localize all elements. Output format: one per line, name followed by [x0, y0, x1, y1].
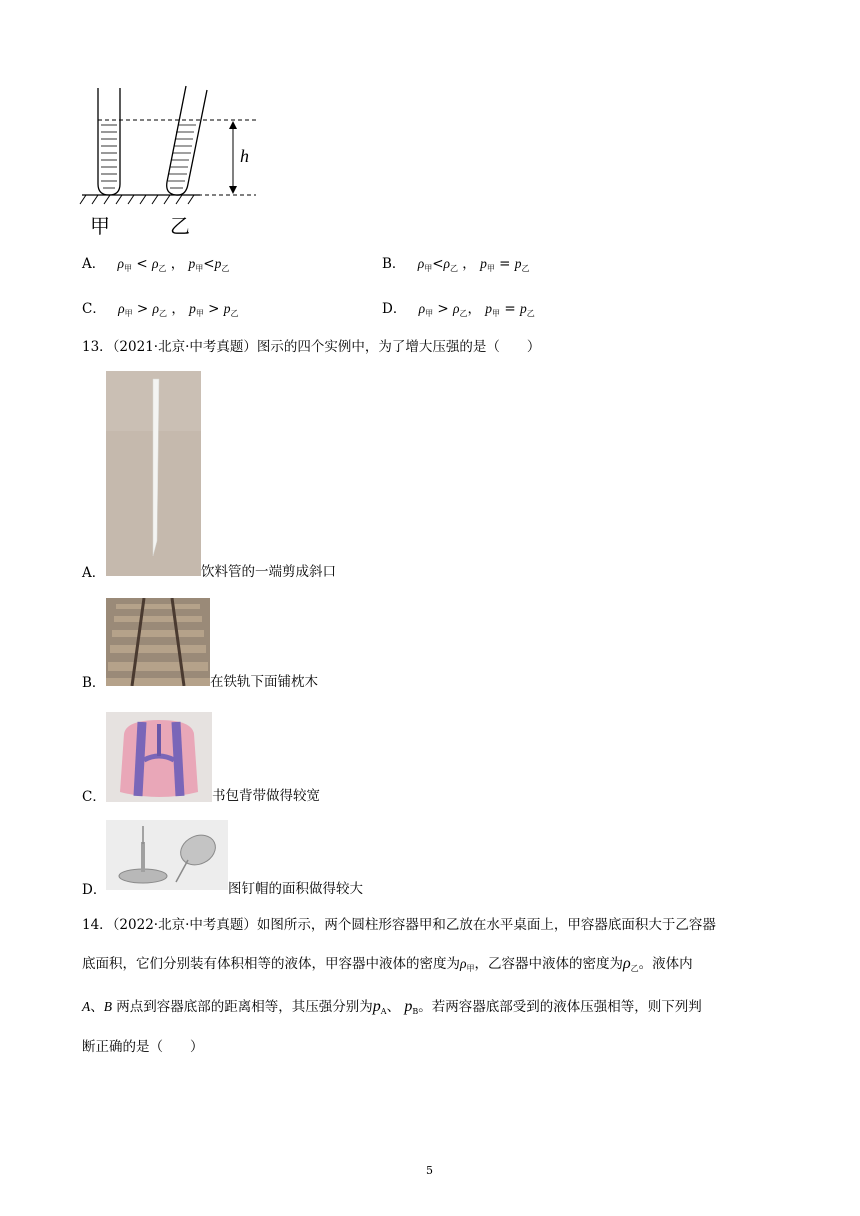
q13-stem: 13．（2021·北京·中考真题）图示的四个实例中，为了增大压强的是（ ）	[82, 339, 541, 355]
straw-photo	[106, 371, 201, 576]
q14-line-1: 14．（2022·北京·中考真题）如图所示，两个圆柱形容器甲和乙放在水平桌面上，甲容器底面积大于乙容器	[82, 917, 716, 933]
q13-option-b-text[interactable]: 在铁轨下面铺枕木	[210, 674, 318, 690]
q13-option-a-letter: A．	[82, 565, 106, 581]
railway-photo	[106, 598, 210, 686]
q13-option-d-text[interactable]: 图钉帽的面积做得较大	[228, 881, 363, 897]
q13-option-a-text[interactable]: 饮料管的一端剪成斜口	[201, 564, 336, 580]
q14-line-4: 断正确的是（ ）	[82, 1039, 204, 1055]
page-number: 5	[426, 1164, 433, 1177]
q12-option-a[interactable]: A． $\rho_甲 < \rho_乙$ ， $p_甲<p_乙$	[82, 256, 230, 273]
q14-line-2: 底面积，它们分别装有体积相等的液体，甲容器中液体的密度为$\rho_甲$，乙容器中液体的密度为$\rho_乙$。液体内	[82, 955, 693, 973]
q13-option-c-letter: C．	[82, 789, 106, 805]
q12-option-b[interactable]: B． $\rho_甲<\rho_乙$ ， $p_甲 = p_乙$	[382, 256, 530, 273]
tube-label-yi: 乙	[170, 214, 190, 238]
height-label-h: h	[240, 146, 249, 166]
backpack-photo	[106, 712, 212, 802]
q12-option-d[interactable]: D． $\rho_甲 > \rho_乙$， $p_甲 = p_乙$	[382, 301, 535, 318]
tube-label-jia: 甲	[90, 214, 110, 238]
q14-line-3: A、B 两点到容器底部的距离相等，其压强分别为$p_A$、 $p_B$。若两容器底部受到的液体压强相等，则下列判	[82, 998, 702, 1016]
q13-option-c-text[interactable]: 书包背带做得较宽	[212, 788, 320, 804]
q12-option-c[interactable]: C． $\rho_甲 > \rho_乙$ ， $p_甲 > p_乙$	[82, 301, 239, 318]
thumbtack-photo	[106, 820, 228, 890]
q13-option-b-letter: B．	[82, 675, 106, 691]
q13-option-d-letter: D．	[82, 882, 107, 898]
